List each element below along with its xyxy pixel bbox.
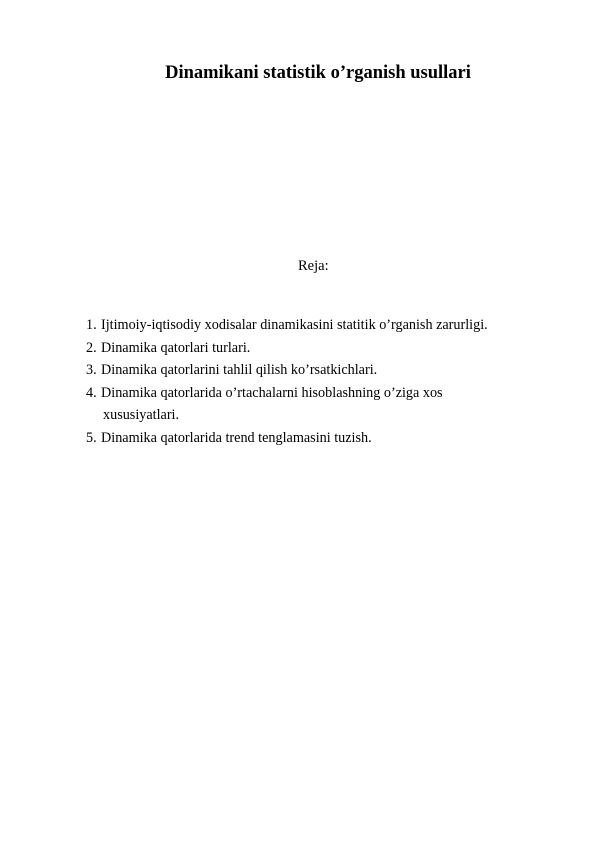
plan-item-5 bbox=[86, 427, 566, 450]
plan-heading: Reja: bbox=[298, 258, 329, 274]
plan-item-text: Dinamika qatorlarida trend tenglamasini tuzish. bbox=[101, 429, 372, 446]
plan-item-text: Dinamika qatorlarini tahlil qilish ko’rsatkichlari. bbox=[101, 362, 378, 379]
plan-item-1 bbox=[86, 314, 566, 337]
plan-item-number: 5. bbox=[86, 429, 97, 446]
plan-item-text-wrapper bbox=[101, 382, 501, 427]
document-title: Dinamikani statistik o’rganish usullari bbox=[165, 63, 471, 83]
plan-item-continuation: xususiyatlari. bbox=[103, 407, 180, 424]
plan-item-number: 4. bbox=[86, 384, 97, 401]
plan-item-number: 2. bbox=[86, 339, 97, 356]
plan-item-text: Dinamika qatorlari turlari. bbox=[101, 339, 251, 356]
plan-item-number: 1. bbox=[86, 317, 97, 333]
plan-item-number: 3. bbox=[86, 362, 97, 379]
plan-item-4 bbox=[86, 382, 566, 427]
plan-item-text: Dinamika qatorlarida o’rtachalarni hisoblashning o’ziga xos bbox=[101, 384, 443, 401]
plan-item-2 bbox=[86, 337, 566, 360]
plan-item-text: Ijtimoiy-iqtisodiy xodisalar dinamikasini statitik o’rganish zarurligi. bbox=[101, 317, 488, 333]
plan-list bbox=[86, 314, 566, 450]
plan-item-3 bbox=[86, 359, 566, 382]
